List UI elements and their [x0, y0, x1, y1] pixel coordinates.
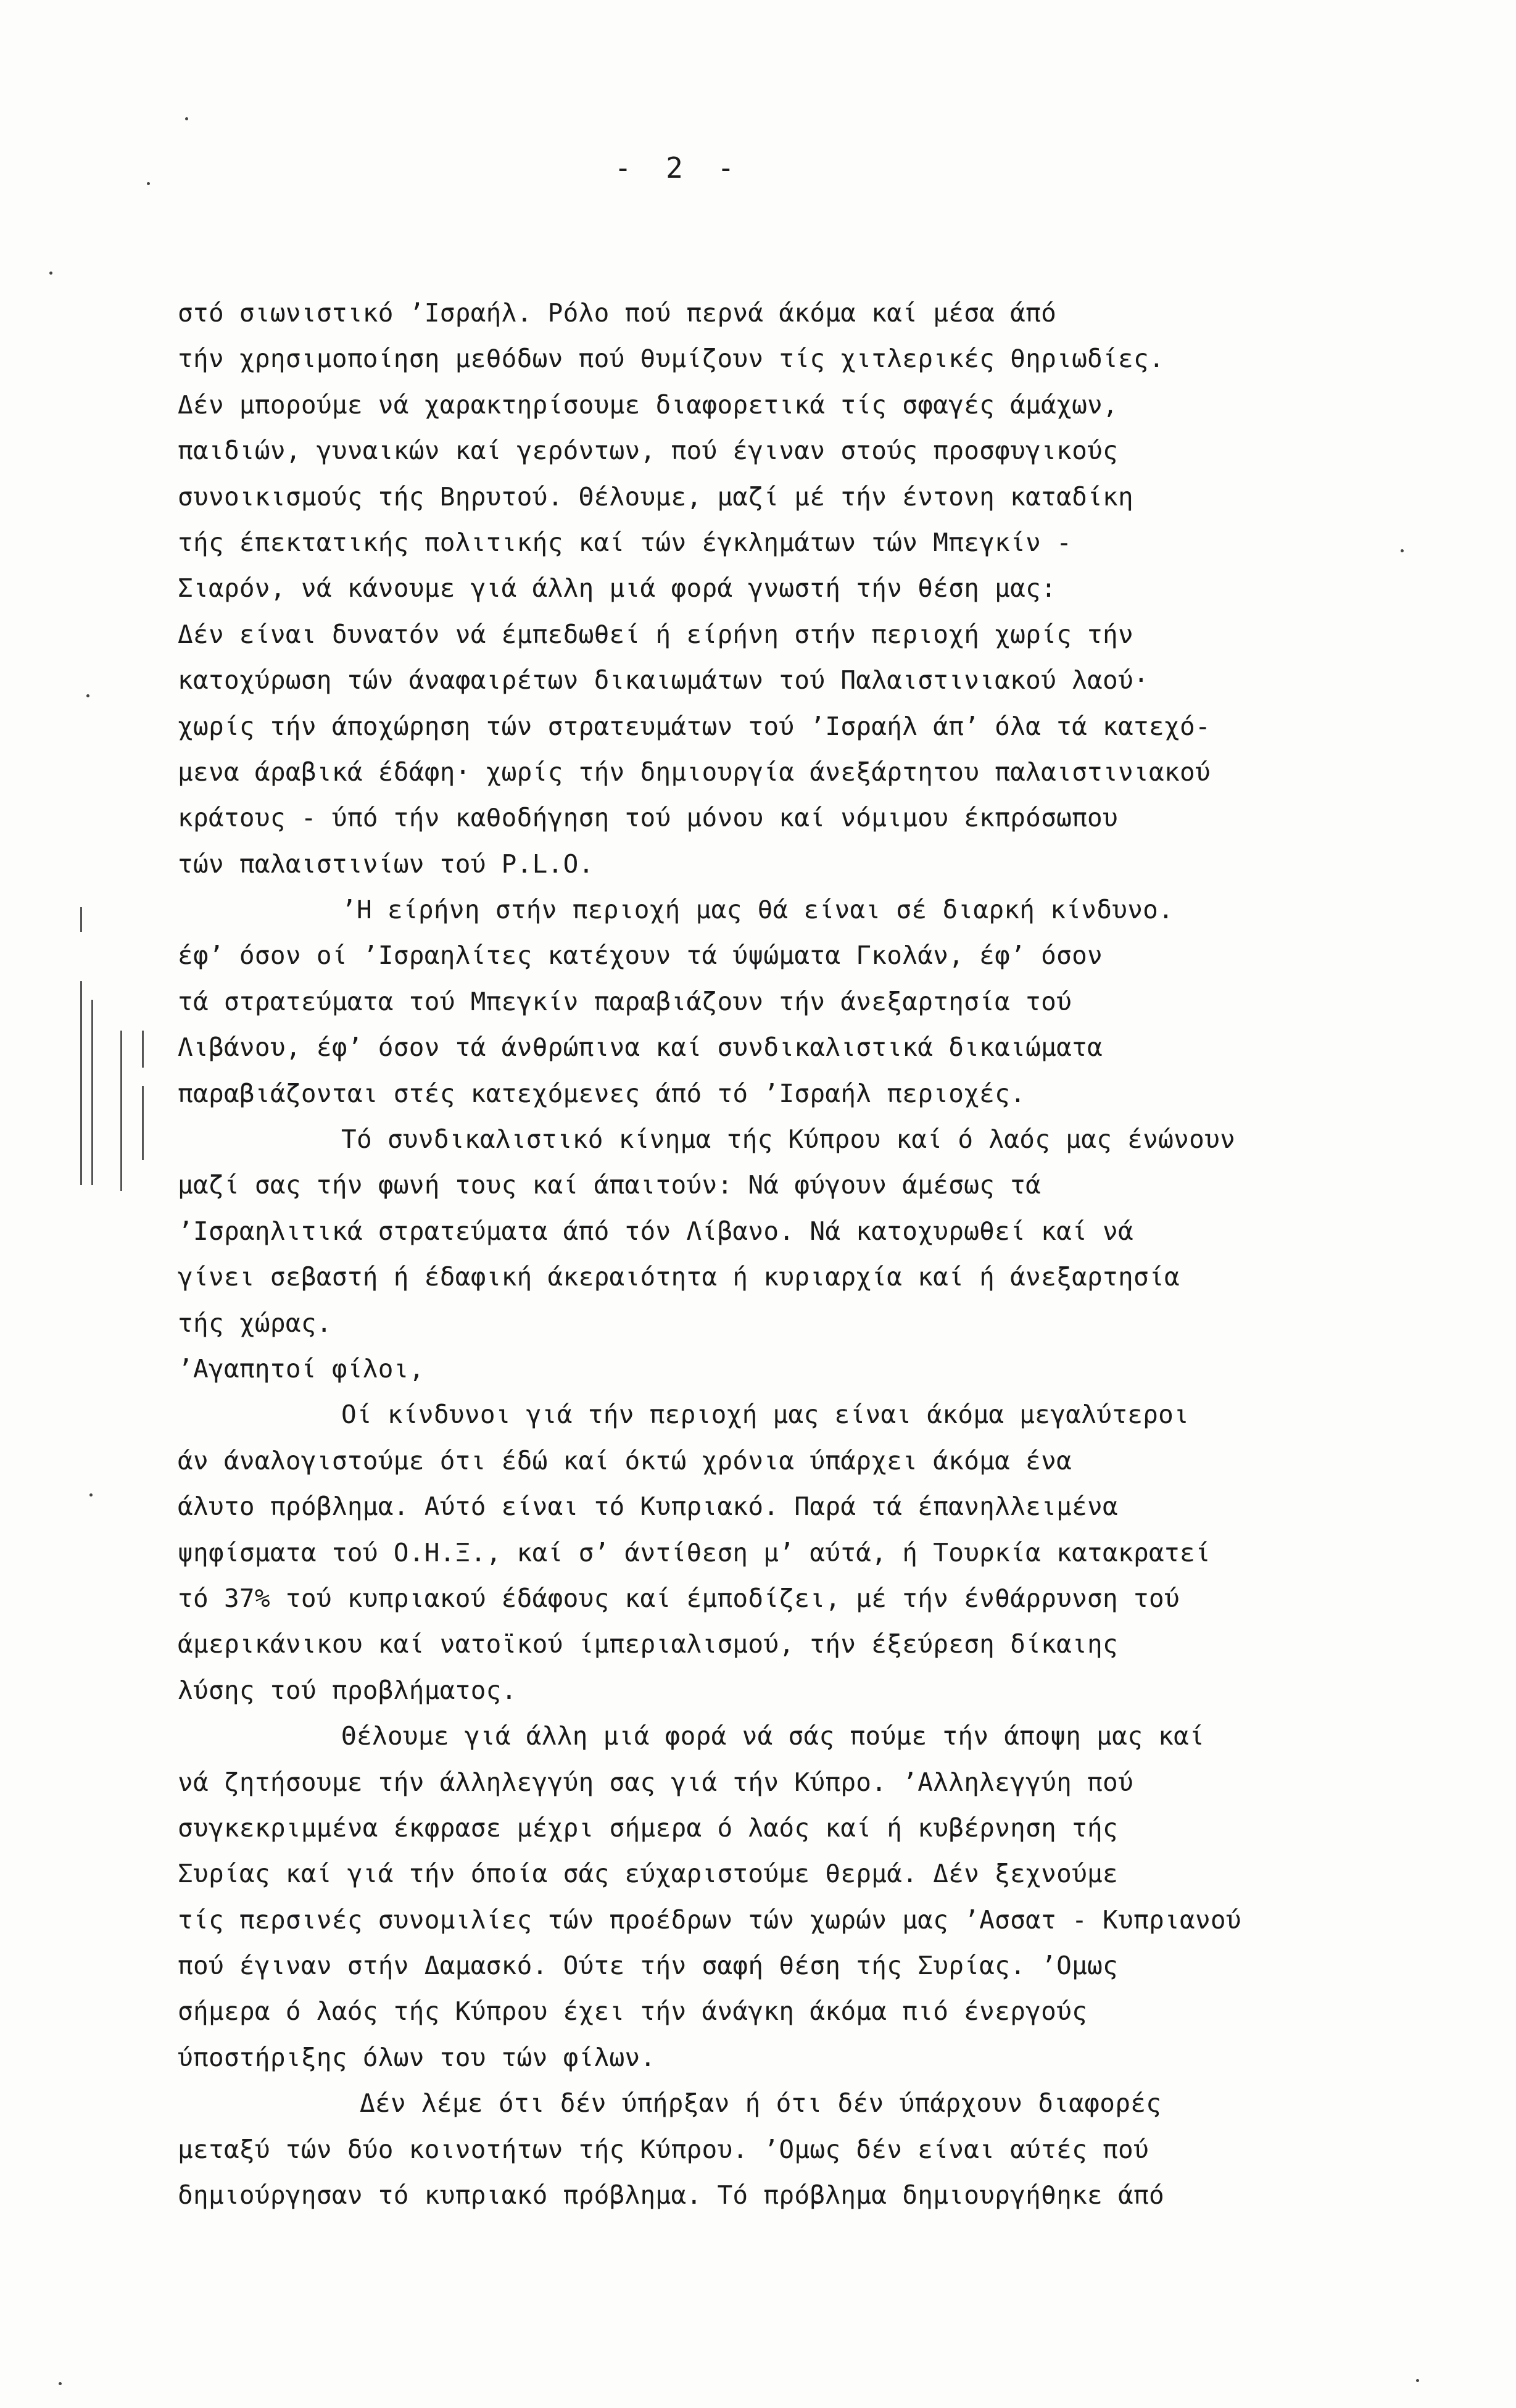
text-line: Δέν είναι δυνατόν νά έμπεδωθεί ή είρήνη στήν περιοχή χωρίς τήν: [178, 619, 1134, 649]
paragraph: [178, 887, 1443, 1116]
scan-mark: [80, 907, 82, 932]
scan-speck: [1416, 2379, 1419, 2382]
paragraph: [178, 1116, 1443, 1346]
text-line: μενα άραβικά έδάφη· χωρίς τήν δημιουργία άνεξάρτητου παλαιστινιακού: [178, 757, 1211, 787]
text-line: παιδιών, γυναικών καί γερόντων, πού έγιναν στούς προσφυγικούς: [178, 436, 1119, 466]
scan-mark: [91, 1000, 93, 1185]
text-line: Δέν λέμε ότι δέν ύπήρξαν ή ότι δέν ύπάρχουν διαφορές: [360, 2088, 1162, 2119]
text-line: τό 37% τού κυπριακού έδάφους καί έμποδίζει, μέ τήν ένθάρρυνση τού: [178, 1583, 1180, 1613]
text-line: τής χώρας.: [178, 1308, 332, 1338]
paragraph: [178, 1392, 1443, 1713]
text-line: Θέλουμε γιά άλλη μιά φορά νά σάς πούμε τήν άποψη μας καί: [341, 1721, 1205, 1751]
text-line: συνοικισμούς τής Βηρυτού. Θέλουμε, μαζί μέ τήν έντονη καταδίκη: [178, 481, 1134, 512]
scan-mark: [142, 1031, 144, 1068]
text-line: χωρίς τήν άποχώρηση τών στρατευμάτων τού ’Ισραήλ άπ’ όλα τά κατεχό-: [178, 711, 1211, 741]
scan-mark: [142, 1086, 144, 1160]
text-line: πού έγιναν στήν Δαμασκό. Ούτε τήν σαφή θέση τής Συρίας. ’Ομως: [178, 1951, 1119, 1981]
text-line: δημιούργησαν τό κυπριακό πρόβλημα. Τό πρόβλημα δημιουργήθηκε άπό: [178, 2180, 1164, 2211]
text-line: Οί κίνδυνοι γιά τήν περιοχή μας είναι άκόμα μεγαλύτεροι: [341, 1400, 1190, 1430]
scan-speck: [59, 2382, 62, 2385]
paragraph: [178, 1713, 1443, 2080]
text-line: ψηφίσματα τού Ο.Η.Ξ., καί σ’ άντίθεση μ’ αύτά, ή Τουρκία κατακρατεί: [178, 1537, 1211, 1567]
page-number: - 2 -: [614, 151, 744, 185]
text-line: συγκεκριμμένα έκφρασε μέχρι σήμερα ό λαός καί ή κυβέρνηση τής: [178, 1812, 1119, 1843]
text-line: Τό συνδικαλιστικό κίνημα τής Κύπρου καί ό λαός μας ένώνουν: [341, 1124, 1236, 1155]
scan-speck: [86, 694, 89, 697]
text-line: Δέν μπορούμε νά χαρακτηρίσουμε διαφορετικά τίς σφαγές άμάχων,: [178, 389, 1119, 420]
scan-mark: [120, 1031, 122, 1191]
text-line: λύσης τού προβλήματος.: [178, 1675, 517, 1705]
text-line: στό σιωνιστικό ’Ισραήλ. Ρόλο πού περνά άκόμα καί μέσα άπό: [178, 298, 1057, 328]
text-line: ύποστήριξης όλων του τών φίλων.: [178, 2042, 656, 2072]
paragraph: [178, 290, 1443, 887]
text-line: τήν χρησιμοποίηση μεθόδων πού θυμίζουν τίς χιτλερικές θηριωδίες.: [178, 344, 1164, 374]
text-line: κράτους - ύπό τήν καθοδήγηση τού μόνου καί νόμιμου έκπρόσωπου: [178, 803, 1119, 833]
text-line: παραβιάζονται στές κατεχόμενες άπό τό ’Ισραήλ περιοχές.: [178, 1078, 1026, 1108]
text-line: νά ζητήσουμε τήν άλληλεγγύη σας γιά τήν Κύπρο. ’Αλληλεγγύη πού: [178, 1767, 1134, 1797]
text-line: τά στρατεύματα τού Μπεγκίν παραβιάζουν τήν άνεξαρτησία τού: [178, 986, 1072, 1016]
scan-artefacts: [68, 907, 160, 1191]
scan-speck: [147, 182, 150, 185]
text-line: γίνει σεβαστή ή έδαφική άκεραιότητα ή κυριαρχία καί ή άνεξαρτησία: [178, 1262, 1180, 1292]
text-line: τών παλαιστινίων τού P.L.O.: [178, 849, 594, 879]
scan-speck: [185, 117, 188, 120]
text-line: ’Ισραηλιτικά στρατεύματα άπό τόν Λίβανο. Νά κατοχυρωθεί καί νά: [178, 1216, 1134, 1246]
text-line: τής έπεκτατικής πολιτικής καί τών έγκλημάτων τών Μπεγκίν -: [178, 527, 1072, 557]
text-line: Συρίας καί γιά τήν όποία σάς εύχαριστούμε θερμά. Δέν ξεχνούμε: [178, 1859, 1119, 1889]
text-line: μεταξύ τών δύο κοινοτήτων τής Κύπρου. ’Ομως δέν είναι αύτές πού: [178, 2134, 1149, 2164]
text-line: τίς περσινές συνομιλίες τών προέδρων τών χωρών μας ’Ασσατ - Κυπριανού: [178, 1904, 1241, 1935]
text-line: έφ’ όσον οί ’Ισραηλίτες κατέχουν τά ύψώματα Γκολάν, έφ’ όσον: [178, 940, 1103, 971]
text-line: άλυτο πρόβλημα. Αύτό είναι τό Κυπριακό. Παρά τά έπανηλλειμένα: [178, 1492, 1119, 1522]
scan-speck: [1401, 549, 1404, 552]
scan-mark: [80, 981, 82, 1185]
text-line: ’Η είρήνη στήν περιοχή μας θά είναι σέ διαρκή κίνδυνο.: [341, 895, 1174, 925]
text-line: άν άναλογιστούμε ότι έδώ καί όκτώ χρόνια ύπάρχει άκόμα ένα: [178, 1445, 1072, 1476]
text-line: Λιβάνου, έφ’ όσον τά άνθρώπινα καί συνδικαλιστικά δικαιώματα: [178, 1032, 1103, 1063]
text-line: κατοχύρωση τών άναφαιρέτων δικαιωμάτων τού Παλαιστινιακού λαού·: [178, 665, 1149, 695]
scan-speck: [89, 1493, 93, 1497]
document-body: [178, 290, 1443, 2218]
text-line: άμερικάνικου καί νατοϊκού ίμπεριαλισμού, τήν έξεύρεση δίκαιης: [178, 1629, 1119, 1659]
text-line: ’Αγαπητοί φίλοι,: [178, 1353, 425, 1384]
paragraph: [178, 2080, 1443, 2218]
salutation: [178, 1346, 1443, 1392]
scan-speck: [49, 272, 52, 275]
text-line: Σιαρόν, νά κάνουμε γιά άλλη μιά φορά γνωστή τήν θέση μας:: [178, 573, 1057, 604]
text-line: μαζί σας τήν φωνή τους καί άπαιτούν: Νά φύγουν άμέσως τά: [178, 1170, 1042, 1200]
text-line: σήμερα ό λαός τής Κύπρου έχει τήν άνάγκη άκόμα πιό ένεργούς: [178, 1996, 1088, 2027]
